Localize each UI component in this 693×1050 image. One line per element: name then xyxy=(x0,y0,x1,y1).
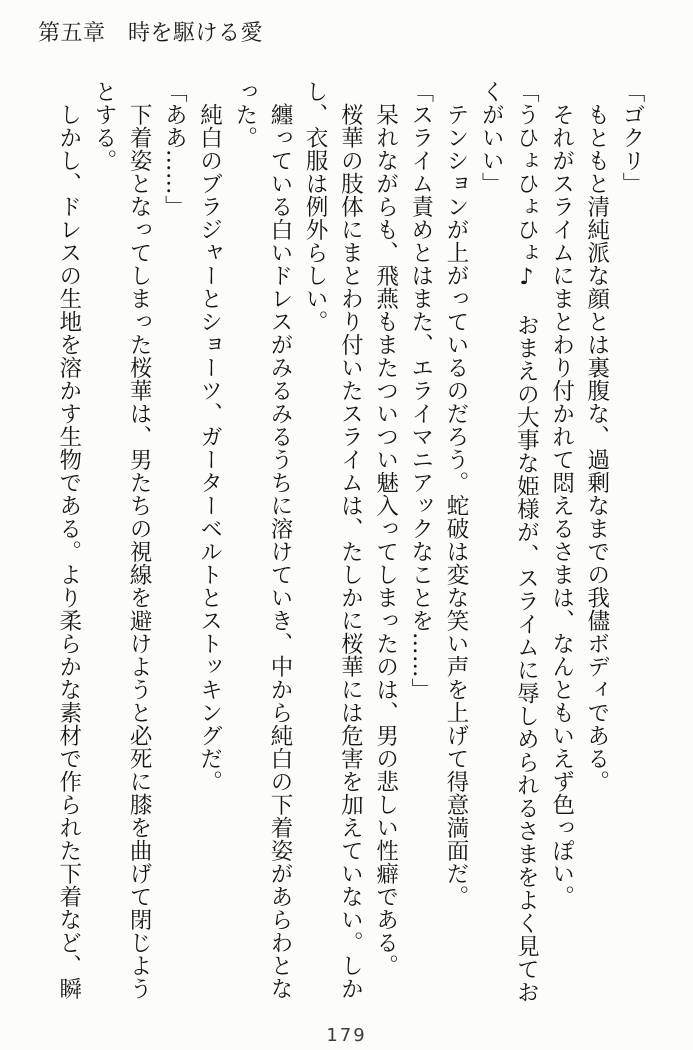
text-line: 桜華の肢体にまとわり付いたスライムは、たしかに桜華には危害を加えていない。しか xyxy=(337,80,364,1000)
text-line: 下着姿となってしまった桜華は、男たちの視線を避けようと必死に膝を曲げて閉じよう xyxy=(126,80,153,1000)
text-line: 纏っている白いドレスがみるみるうちに溶けていき、中から純白の下着姿があらわとな xyxy=(266,80,293,1000)
text-line: 「ゴクリ」 xyxy=(619,80,645,195)
text-line: もともと清純派な顔とは裏腹な、過剰なまでの我儘ボディである。 xyxy=(583,80,610,793)
text-line: 「スライム責めとはまた、エライマニアックなことを……」 xyxy=(407,80,434,701)
text-line: 「ああ……」 xyxy=(161,80,188,218)
text-line: 純白のブラジャーとショーツ、ガーターベルトとストッキングだ。 xyxy=(196,80,223,793)
text-line: くがいい」 xyxy=(478,80,505,195)
text-line: し、衣服は例外らしい。 xyxy=(302,80,329,333)
text-line: とする。 xyxy=(90,80,117,172)
text-line: 呆れながらも、飛燕もまたついつい魅入ってしまったのは、男の悲しい性癖である。 xyxy=(372,80,399,977)
text-line: テンションが上がっているのだろう。蛇破は変な笑い声を上げて得意満面だ。 xyxy=(442,80,469,908)
text-line: しかし、ドレスの生地を溶かす生物である。より柔らかな素材で作られた下着など、瞬 xyxy=(55,80,82,1000)
body-text xyxy=(51,80,649,1004)
text-line: った。 xyxy=(231,80,258,149)
page-number: 179 xyxy=(326,1025,367,1046)
chapter-header: 第五章 時を駆ける愛 xyxy=(38,21,264,46)
text-line: 「うひょひょひょ♪ おまえの大事な姫様が、スライムに辱しめられるさまをよく見てお xyxy=(513,80,540,1004)
text-line: それがスライムにまとわり付かれて悶えるさまは、なんともいえず色っぽい。 xyxy=(548,80,575,908)
